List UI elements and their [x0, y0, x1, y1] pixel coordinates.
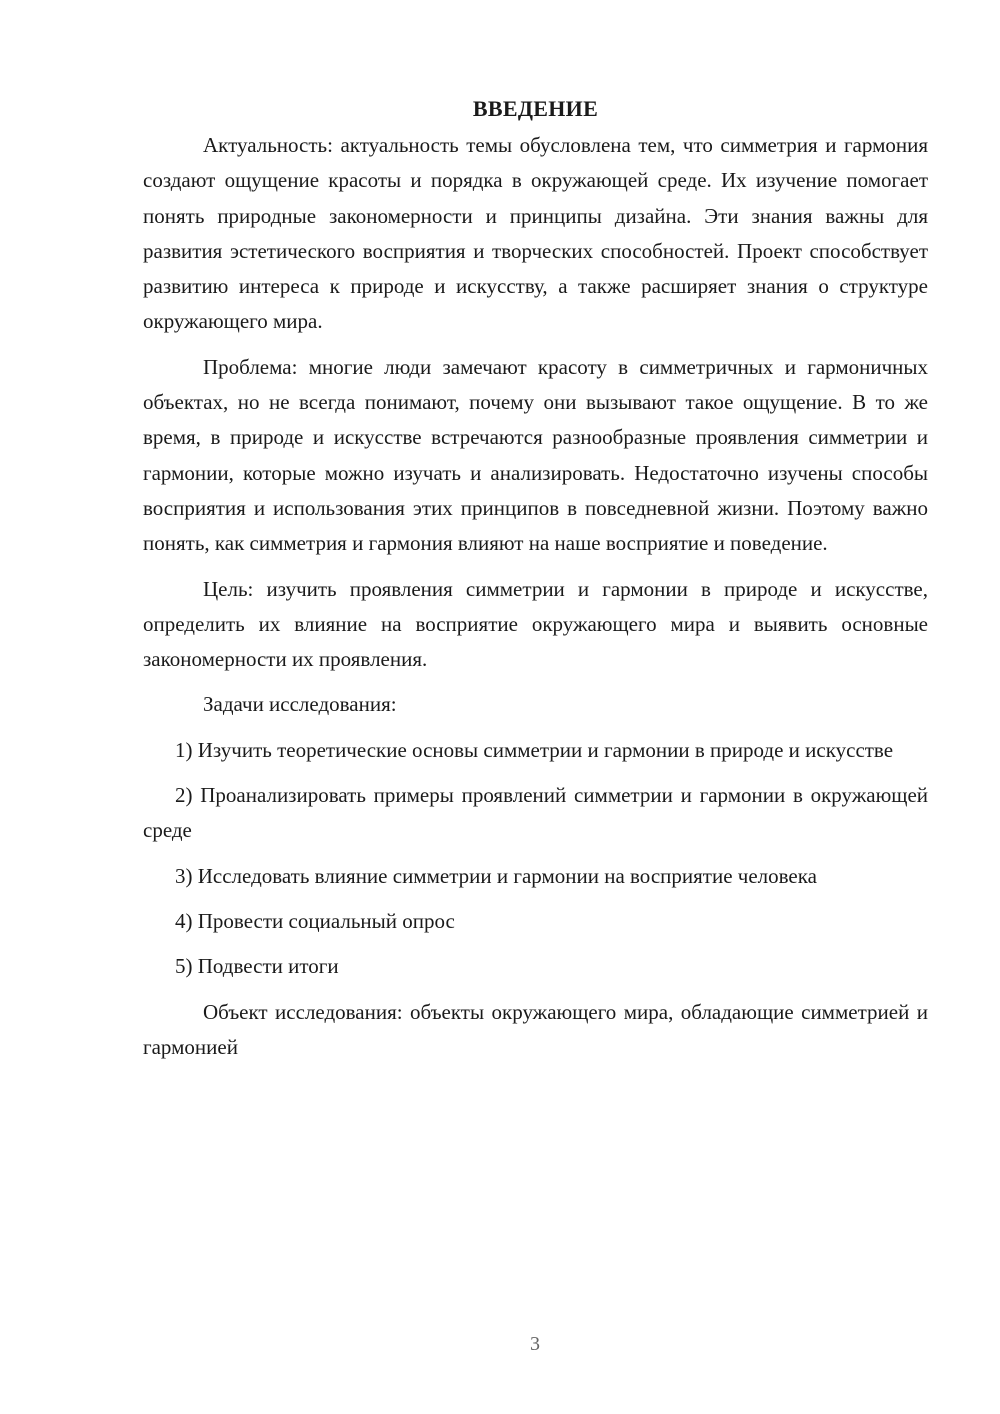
tasks-title: Задачи исследования:: [203, 692, 397, 717]
task-item-1: 1) Изучить теоретические основы симметрии и гармонии в природе и искусстве: [175, 737, 894, 762]
section-heading: ВВЕДЕНИЕ: [472, 96, 599, 121]
paragraph-problem: Проблема: многие люди замечают красоту в симметричных и гармоничных объектах, но не всегда понимают, почему они вызывают такое ощущение. В то же время, в природе и искусстве встречаются разнообразные проявления симметрии и гармонии, которые можно изучать и анализировать. Недостаточно изучены способы восприятия и использования этих принципов в повседневной жизни. Поэтому важно понять, как симметрия и гармония влияют на наше восприятие и поведение.: [143, 354, 928, 556]
paragraph-object: Объект исследования: объекты окружающего мира, обладающие симметрией и гармонией: [143, 999, 928, 1059]
task-item-3: 3) Исследовать влияние симметрии и гармонии на восприятие человека: [175, 863, 817, 888]
paragraph-relevance: Актуальность: актуальность темы обусловлена тем, что симметрия и гармония создают ощущение красоты и порядка в окружающей среде. Их изучение помогает понять природные закономерности и принципы дизайна. Эти знания важны для развития эстетического восприятия и творческих способностей. Проект способствует развитию интереса к природе и искусству, а также расширяет знания о структуре окружающего мира.: [143, 133, 928, 334]
document-page: [143, 94, 928, 1065]
task-item-5: 5) Подвести итоги: [175, 954, 339, 979]
paragraph-goal: Цель: изучить проявления симметрии и гармонии в природе и искусстве, определить их влияние на восприятие окружающего мира и выявить основные закономерности их проявления.: [143, 576, 928, 672]
task-item-2: 2) Проанализировать примеры проявлений симметрии и гармонии в окружающей среде: [143, 783, 928, 843]
task-item-4: 4) Провести социальный опрос: [175, 908, 455, 933]
page-number: 3: [530, 1333, 540, 1355]
